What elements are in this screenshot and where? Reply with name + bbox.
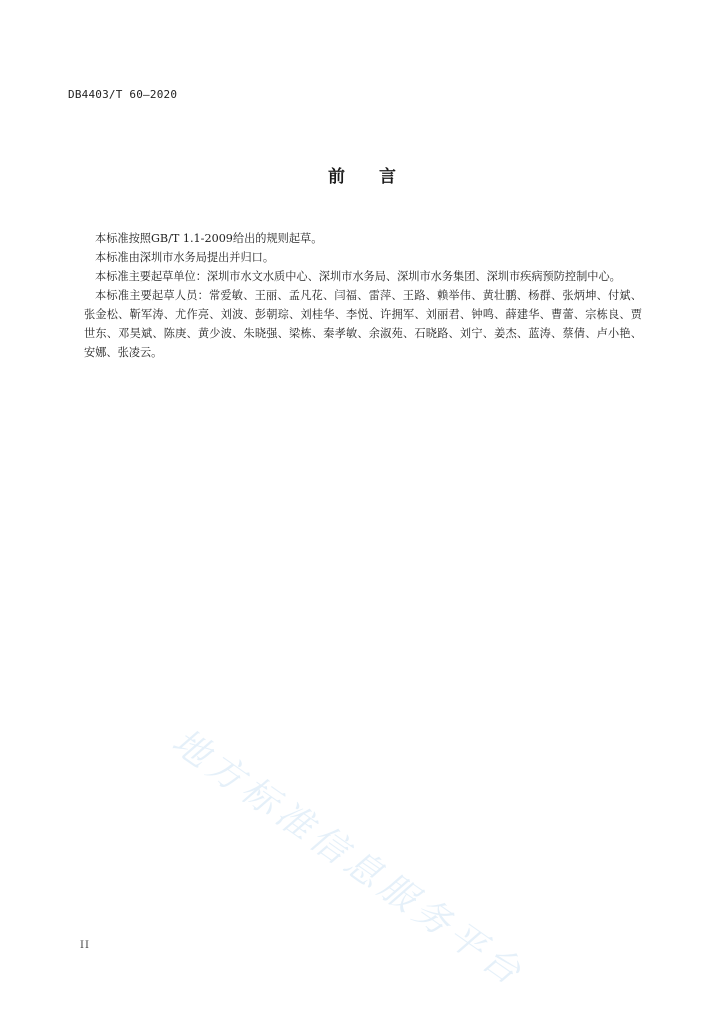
paragraph-drafting-rules: 本标准按照GB/T 1.1-2009给出的规则起草。 xyxy=(95,232,323,245)
paragraph-proposer: 本标准由深圳市水务局提出并归口。 xyxy=(95,251,275,264)
paragraph-drafting-units: 本标准主要起草单位：深圳市水文水质中心、深圳市水务局、深圳市水务集团、深圳市疾病预防控制中心。 xyxy=(95,270,621,283)
page-number: II xyxy=(80,940,90,951)
standard-code: DB4403/T 60—2020 xyxy=(68,88,178,101)
foreword-body xyxy=(84,229,642,362)
watermark: 地方标准信息服务平台 xyxy=(164,721,533,996)
page-title: 前 言 xyxy=(328,167,396,187)
paragraph-drafters: 本标准主要起草人员：常爱敏、王丽、孟凡花、闫福、雷萍、王路、赖举伟、黄壮鹏、杨群、张炳坤、付斌、张金松、靳军涛、尤作亮、刘波、彭朝琮、刘桂华、李悦、许拥军、刘丽君、钟鸣、薛建华、曹蕾、宗栋良、贾世东、邓昊斌、陈庚、黄少波、朱晓强、梁栋、秦孝敏、余淑苑、石晓路、刘宁、姜杰、蓝涛、蔡倩、卢小艳、安娜、张凌云。 xyxy=(84,289,642,359)
